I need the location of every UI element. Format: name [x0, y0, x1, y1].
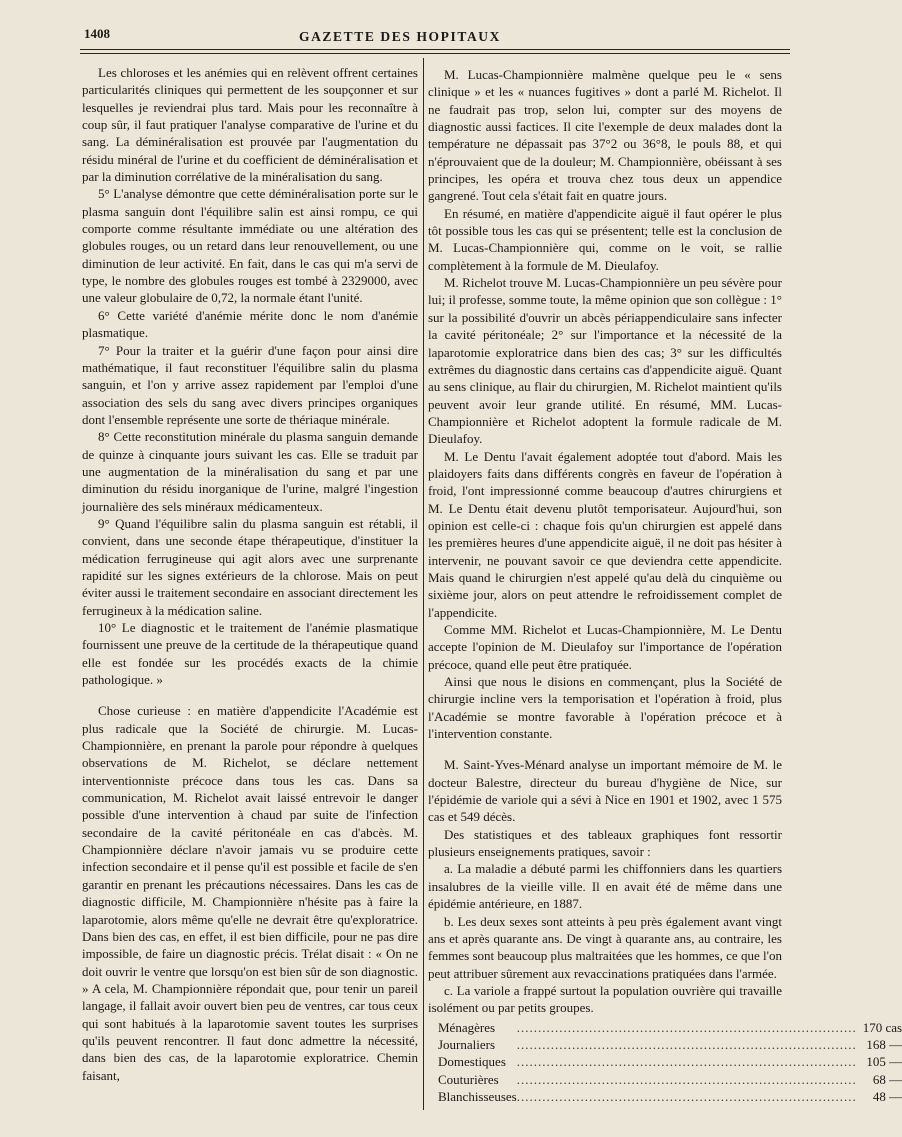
paragraph: 6° Cette variété d'anémie mérite donc le nom d'anémie plasmatique.	[82, 307, 418, 341]
header-rule-bottom	[80, 53, 790, 54]
paragraph: a. La maladie a débuté parmi les chiffonniers dans les quartiers insalubres de la vieille ville. Il en avait été de même dans une épidémie antérieure, en 1887.	[428, 861, 782, 912]
table-row	[428, 1071, 902, 1088]
occupation-count: 48 —	[872, 1088, 902, 1104]
paragraph: Les chloroses et les anémies qui en relèvent offrent certaines particularités cliniques qui permettent de les soupçonner et sur lesquelles je reviendrai plus tard. Mais pour les reconnaître à coup sûr, il faut pratiquer l'analyse comparative de l'urine et du sang. La déminéralisation est prouvée par l'augmentation du résidu minéral de l'urine et du coefficient de déminéralisation et par la diminution corrélative de la minéralisation du sang.	[82, 65, 418, 185]
section-gap	[82, 688, 418, 702]
paragraph: Comme MM. Richelot et Lucas-Championnière, M. Le Dentu accepte l'opinion de M. Dieulafoy sur l'importance de l'opération précoce, quand elle peut être pratiquée.	[428, 622, 782, 672]
table-row	[428, 1019, 902, 1036]
paragraph: c. La variole a frappé surtout la population ouvrière qui travaille isolément ou par petits groupes.	[428, 982, 782, 1016]
occupation-label: Blanchisseuses	[438, 1088, 517, 1104]
section-gap	[428, 742, 782, 756]
leader-dots	[517, 1036, 857, 1053]
occupation-count: 68 —	[872, 1071, 902, 1087]
column-divider	[423, 58, 424, 1110]
occupation-count: 168 —	[866, 1036, 902, 1052]
occupation-count: 170 cas	[862, 1019, 902, 1035]
paragraph: Chose curieuse : en matière d'appendicite l'Académie est plus radicale que la Société de chirurgie. M. Lucas-Championnière, en prenant la parole pour répondre à quelques observations de M. Richelot, se déclare nettement interventionniste précoce dans tous les cas. Dans sa communication, M. Richelot avait laissé entrevoir le danger possible d'une intervention à chaud par suite de l'infection secondaire de la cavité péritonéale en cas d'abcès. M. Championnière déclare n'avoir jamais vu se produire cette infection secondaire et il pense qu'il est possible et facile de s'en garantir en prenant les précautions nécessaires. Dans les cas de diagnostic difficile, M. Championnière n'hésite pas à faire la laparotomie, alors même qu'elle ne devrait être qu'exploratrice. Dans bien des cas, en effet, il est bien difficile, pour ne pas dire impossible, de faire un diagnostic précis. Trélat disait : « On ne doit ouvrir le ventre que lorsqu'on est bien sûr de son diagnostic. » A cela, M. Championnière répondait que, pour tenir un pareil langage, il fallait avoir ouvert bien peu de ventres, car tous ceux qui sont habitués à la laparotomie savent toutes les surprises qu'ils peuvent rencontrer. Il faut donc admettre la nécessité, dans bien des cas, de la laparotomie exploratrice. Chemin faisant,	[82, 703, 418, 1083]
left-column	[82, 64, 418, 1084]
header-rule-top	[80, 49, 790, 50]
leader-dots	[517, 1053, 857, 1070]
paragraph: 8° Cette reconstitution minérale du plasma sanguin demande de quinze à cinquante jours suivant les cas. Elle se traduit par une augmentation de la minéralisation du sang et par une diminution du résidu inorganique de l'urine, malgré l'ingestion journalière des sels minéraux médicamenteux.	[82, 429, 418, 514]
table-row	[428, 1053, 902, 1070]
right-column	[428, 66, 902, 1105]
paragraph: 10° Le diagnostic et le traitement de l'anémie plasmatique fournissent une preuve de la certitude de la thérapeutique quand elle est fondée sur les procédés exacts de la chimie pathologique. »	[82, 620, 418, 688]
leader-dots	[517, 1071, 857, 1088]
table-row	[428, 1088, 902, 1105]
occupation-label: Domestiques	[438, 1054, 506, 1070]
paragraph: M. Richelot trouve M. Lucas-Championnière un peu sévère pour lui; il professe, somme toute, la même opinion que son collègue : 1° sur la possibilité d'ouvrir un abcès périappendiculaire sans infecter la cavité péritonéale; 2° sur l'importance et la nécessité de la laparotomie exploratrice dans bien des cas; 3° sur les difficultés extrêmes du diagnostic dans certains cas d'appendicite aiguë. Quant au sens clinique, au flair du chirurgien, M. Richelot maintient qu'ils peuvent avoir leur grande utilité. En résumé, MM. Lucas-Championnière et Richelot adoptent la formule radicale de M. Dieulafoy.	[428, 275, 782, 447]
leader-dots	[517, 1088, 857, 1105]
paragraph: Des statistiques et des tableaux graphiques font ressortir plusieurs enseignements pratiques, savoir :	[428, 826, 782, 860]
paragraph: b. Les deux sexes sont atteints à peu près également avant vingt ans et après quarante ans. De vingt à quarante ans, au contraire, les femmes sont beaucoup plus maltraitées que les hommes, ce que l'on peut attribuer sûrement aux revaccinations pratiquées dans l'armée.	[428, 913, 782, 981]
paragraph: 9° Quand l'équilibre salin du plasma sanguin est rétabli, il convient, dans une seconde étape thérapeutique, d'instituer la médication ferrugineuse qui agit alors avec une surprenante rapidité sur les signes extérieurs de la chlorose. Mais on peut éviter aussi le traitement secondaire en associant directement les ferrugineux à la médication saline.	[82, 515, 418, 618]
table-row	[428, 1036, 902, 1053]
paragraph: Ainsi que nous le disions en commençant, plus la Société de chirurgie incline vers la temporisation et l'opération à froid, plus l'Académie se montre favorable à l'opération précoce et à l'intervention constante.	[428, 674, 782, 742]
occupation-count: 105 —	[866, 1054, 902, 1070]
paragraph: En résumé, en matière d'appendicite aiguë il faut opérer le plus tôt possible tous les cas qui se présentent; telle est la conclusion de M. Lucas-Championnière qui, comme on le voit, se rallie complètement à la formule de M. Dieulafoy.	[428, 205, 782, 273]
leader-dots	[517, 1019, 857, 1036]
paragraph: M. Lucas-Championnière malmène quelque peu le « sens clinique » et les « nuances fugitives » dont a parlé M. Richelot. Il ne faudrait pas trop, selon lui, compter sur des moyens de diagnostic aussi factices. Il cite l'exemple de deux malades dont la température ne dépassait pas 37°2 ou 36°8, le pouls 88, et qui n'éprouvaient que de la douleur; M. Championnière, obéissant à ses principes, les opéra et trouva chez tous deux un appendice gangrené. Tout cela s'était fait en quatre jours.	[428, 67, 782, 204]
occupation-label: Journaliers	[438, 1036, 496, 1052]
page-number: 1408	[84, 26, 110, 41]
occupation-label: Couturières	[438, 1071, 499, 1087]
paragraph: M. Saint-Yves-Ménard analyse un important mémoire de M. le docteur Balestre, directeur du bureau d'hygiène de Nice, sur l'épidémie de variole qui a sévi à Nice en 1901 et 1902, avec 1 575 cas et 549 décès.	[428, 757, 782, 825]
occupation-label: Ménagères	[438, 1019, 496, 1035]
paragraph: M. Le Dentu l'avait également adoptée tout d'abord. Mais les plaidoyers faits dans différents congrès en faveur de l'opération à froid, l'ont impressionné comme beaucoup d'autres chirurgiens et M. Le Dentu était devenu plutôt temporisateur. Aujourd'hui, son opinion est celle-ci : chaque fois qu'un chirurgien est appelé dans les premières heures d'une appendicite aiguë, il ne doit pas hésiter à intervenir, ne pouvant savoir ce que deviendra cette appendicite. Mais quand le chirurgien n'est appelé qu'au delà du cinquième ou sixième jour, alors on peut attendre le refroidissement complet de l'appendicite.	[428, 448, 782, 620]
running-title: GAZETTE DES HOPITAUX	[298, 29, 502, 44]
paragraph: 7° Pour la traiter et la guérir d'une façon pour ainsi dire mathématique, il faut reconstituer l'équilibre salin du plasma sanguin, et l'on y arrive assez rapidement par l'emploi d'une association des sels du sang avec divers principes organiques dont l'ensemble représente une sorte de thériaque minérale.	[82, 342, 418, 427]
occupation-table	[428, 1019, 902, 1106]
paragraph: 5° L'analyse démontre que cette déminéralisation porte sur le plasma sanguin dont l'équilibre salin est ainsi rompu, ce qui comporte comme résultante immédiate ou une altération des globules rouges, ou un retard dans leur renouvellement, ou une diminution de leur activité. En fait, dans le cas qui m'a servi de type, le nombre des globules rouges est tombé à 2329000, avec une valeur globulaire de 0,72, la normale étant l'unité.	[82, 186, 418, 306]
